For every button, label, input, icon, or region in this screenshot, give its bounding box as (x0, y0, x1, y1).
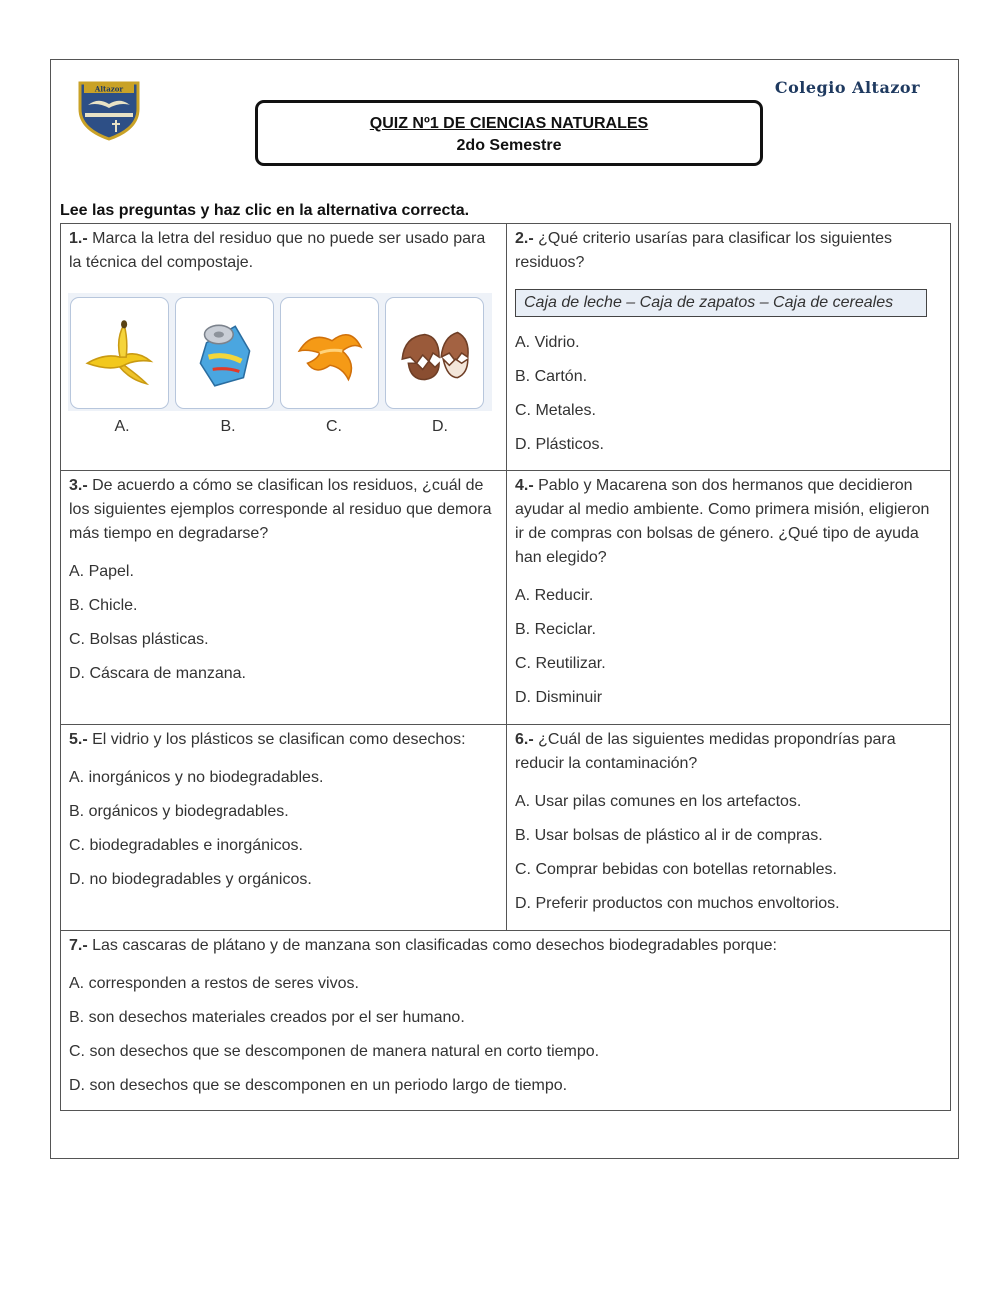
banana-peel-icon (79, 312, 161, 394)
q5-option-c[interactable]: C. biodegradables e inorgánicos. (69, 837, 303, 854)
q4-option-d[interactable]: D. Disminuir (515, 689, 603, 706)
q3-option-a[interactable]: A. Papel. (69, 563, 134, 580)
crushed-can-image[interactable] (175, 297, 274, 409)
eggshell-image[interactable] (385, 297, 484, 409)
question-1-text: 1.- Marca la letra del residuo que no puede ser usado para la técnica del compostaje. (69, 230, 486, 271)
table-row (61, 471, 950, 725)
question-5-text: 5.- El vidrio y los plásticos se clasifican como desechos: (69, 731, 466, 748)
quiz-title-box (255, 100, 763, 166)
orange-peel-icon (289, 312, 371, 394)
option-a-label[interactable]: A. (114, 418, 130, 435)
school-name: Colegio Altazor (774, 78, 920, 97)
question-5-cell (61, 725, 507, 930)
q7-option-a[interactable]: A. corresponden a restos de seres vivos. (69, 975, 359, 992)
q3-option-b[interactable]: B. Chicle. (69, 597, 138, 614)
question-1-cell (61, 224, 507, 470)
question-7-cell (61, 931, 950, 1110)
table-row (61, 224, 950, 471)
question-2-cell (507, 224, 950, 470)
question-1-images (68, 293, 492, 411)
q7-option-c[interactable]: C. son desechos que se descomponen de manera natural en corto tiempo. (69, 1043, 600, 1060)
q3-option-d[interactable]: D. Cáscara de manzana. (69, 665, 246, 682)
option-d-label[interactable]: D. (432, 418, 448, 435)
q2-option-a[interactable]: A. Vidrio. (515, 334, 580, 351)
worksheet (50, 59, 959, 1159)
q6-option-b[interactable]: B. Usar bolsas de plástico al ir de compras. (515, 827, 823, 844)
option-c-label[interactable]: C. (326, 418, 342, 435)
question-3-text: 3.- De acuerdo a cómo se clasifican los residuos, ¿cuál de los siguientes ejemplos corresponde al residuo que demora más tiempo en degradarse? (69, 477, 492, 542)
q4-option-b[interactable]: B. Reciclar. (515, 621, 596, 638)
q5-option-d[interactable]: D. no biodegradables y orgánicos. (69, 871, 312, 888)
quiz-subtitle: 2do Semestre (456, 137, 562, 154)
school-crest-icon (76, 75, 142, 141)
q5-option-a[interactable]: A. inorgánicos y no biodegradables. (69, 769, 324, 786)
q2-option-c[interactable]: C. Metales. (515, 402, 596, 419)
question-6-cell (507, 725, 950, 930)
question-1-labels (69, 415, 493, 439)
q7-option-d[interactable]: D. son desechos que se descomponen en un periodo largo de tiempo. (69, 1077, 568, 1094)
q5-option-b[interactable]: B. orgánicos y biodegradables. (69, 803, 289, 820)
quiz-title: QUIZ Nº1 DE CIENCIAS NATURALES (369, 115, 649, 132)
question-6-text: 6.- ¿Cuál de las siguientes medidas propondrías para reducir la contaminación? (515, 731, 896, 772)
q2-option-d[interactable]: D. Plásticos. (515, 436, 604, 453)
svg-text:Altazor: Altazor (94, 84, 124, 94)
questions-table (60, 223, 951, 1111)
q6-option-d[interactable]: D. Preferir productos con muchos envoltorios. (515, 895, 840, 912)
option-b-label[interactable]: B. (220, 418, 236, 435)
q6-option-a[interactable]: A. Usar pilas comunes en los artefactos. (515, 793, 802, 810)
orange-peel-image[interactable] (280, 297, 379, 409)
question-4-cell (507, 471, 950, 724)
q3-option-c[interactable]: C. Bolsas plásticas. (69, 631, 209, 648)
question-2-text: 2.- ¿Qué criterio usarías para clasificar los siguientes residuos? (515, 230, 893, 271)
question-4-text: 4.- Pablo y Macarena son dos hermanos que decidieron ayudar al medio ambiente. Como primera misión, eligieron ir de compras con bolsas de género. ¿Qué tipo de ayuda han elegido? (515, 477, 930, 566)
question-3-cell (61, 471, 507, 724)
q2-option-b[interactable]: B. Cartón. (515, 368, 588, 385)
crushed-can-icon (184, 312, 266, 394)
eggshell-icon (394, 312, 476, 394)
q7-option-b[interactable]: B. son desechos materiales creados por el ser humano. (69, 1009, 465, 1026)
q4-option-a[interactable]: A. Reducir. (515, 587, 594, 604)
table-row (61, 931, 950, 1110)
question-2-items-box: Caja de leche – Caja de zapatos – Caja de cereales (515, 289, 927, 317)
instruction-text: Lee las preguntas y haz clic en la alternativa correcta. (60, 202, 470, 219)
table-row (61, 725, 950, 931)
banana-peel-image[interactable] (70, 297, 169, 409)
q4-option-c[interactable]: C. Reutilizar. (515, 655, 606, 672)
question-7-text: 7.- Las cascaras de plátano y de manzana son clasificadas como desechos biodegradables porque: (69, 937, 777, 954)
q6-option-c[interactable]: C. Comprar bebidas con botellas retornables. (515, 861, 837, 878)
